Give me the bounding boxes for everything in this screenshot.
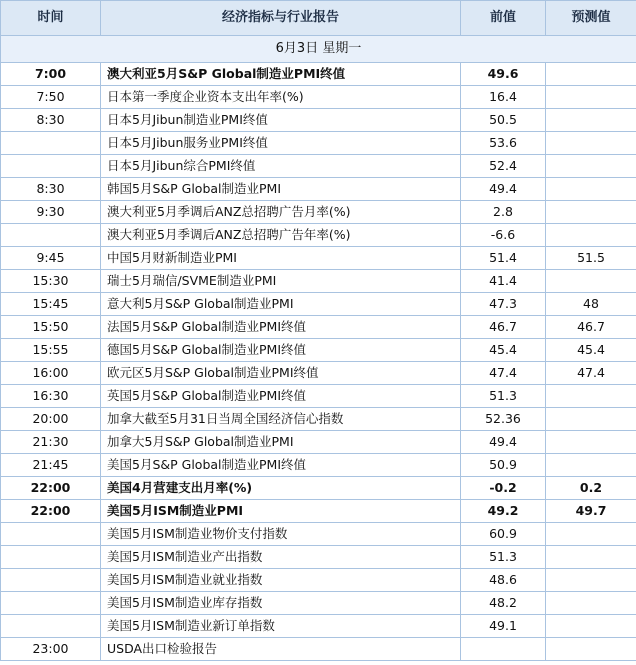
row-previous: 53.6: [461, 132, 546, 155]
table-row: [1, 270, 636, 293]
row-previous: 2.8: [461, 201, 546, 224]
row-forecast: [546, 454, 636, 477]
row-previous: 45.4: [461, 339, 546, 362]
table-row: [1, 408, 636, 431]
row-time: 9:30: [1, 201, 101, 224]
row-time: 16:00: [1, 362, 101, 385]
row-forecast: [546, 523, 636, 546]
row-time: [1, 569, 101, 592]
table-row: [1, 546, 636, 569]
row-forecast: [546, 592, 636, 615]
date-row: [1, 36, 636, 63]
table-row: [1, 385, 636, 408]
row-time: [1, 224, 101, 247]
row-previous: 46.7: [461, 316, 546, 339]
row-previous: 49.1: [461, 615, 546, 638]
row-forecast: 45.4: [546, 339, 636, 362]
row-time: [1, 615, 101, 638]
row-forecast: 48: [546, 293, 636, 316]
row-forecast: 51.5: [546, 247, 636, 270]
row-event: 韩国5月S&P Global制造业PMI: [101, 178, 461, 201]
row-event: 意大利5月S&P Global制造业PMI: [101, 293, 461, 316]
header-forecast: 预测值: [546, 1, 636, 36]
row-event: 美国5月ISM制造业物价支付指数: [101, 523, 461, 546]
row-previous: 16.4: [461, 86, 546, 109]
row-time: 22:00: [1, 500, 101, 523]
row-time: 8:30: [1, 178, 101, 201]
row-previous: 48.6: [461, 569, 546, 592]
table-row: [1, 109, 636, 132]
row-forecast: [546, 109, 636, 132]
row-event: 欧元区5月S&P Global制造业PMI终值: [101, 362, 461, 385]
row-previous: 51.3: [461, 385, 546, 408]
row-forecast: [546, 224, 636, 247]
row-forecast: [546, 408, 636, 431]
row-event: 美国5月ISM制造业PMI: [101, 500, 461, 523]
row-event: 中国5月财新制造业PMI: [101, 247, 461, 270]
row-time: 23:00: [1, 638, 101, 661]
row-previous: 48.2: [461, 592, 546, 615]
row-time: [1, 592, 101, 615]
row-previous: 51.4: [461, 247, 546, 270]
header-time: 时间: [1, 1, 101, 36]
row-forecast: 46.7: [546, 316, 636, 339]
table-row: [1, 63, 636, 86]
row-time: [1, 523, 101, 546]
row-forecast: [546, 569, 636, 592]
table-row: [1, 454, 636, 477]
table-row: [1, 477, 636, 500]
row-event: 日本5月Jibun服务业PMI终值: [101, 132, 461, 155]
row-event: 美国4月营建支出月率(%): [101, 477, 461, 500]
row-forecast: 49.7: [546, 500, 636, 523]
table-row: [1, 638, 636, 661]
row-event: 德国5月S&P Global制造业PMI终值: [101, 339, 461, 362]
row-previous: 51.3: [461, 546, 546, 569]
table-row: [1, 569, 636, 592]
table-row: [1, 178, 636, 201]
row-previous: 49.2: [461, 500, 546, 523]
row-time: 15:50: [1, 316, 101, 339]
row-previous: 47.3: [461, 293, 546, 316]
row-event: 澳大利亚5月季调后ANZ总招聘广告月率(%): [101, 201, 461, 224]
row-time: [1, 155, 101, 178]
row-time: 15:30: [1, 270, 101, 293]
row-event: 美国5月ISM制造业库存指数: [101, 592, 461, 615]
row-previous: 60.9: [461, 523, 546, 546]
row-event: 加拿大5月S&P Global制造业PMI: [101, 431, 461, 454]
date-label: 6月3日 星期一: [1, 36, 636, 63]
table-row: [1, 316, 636, 339]
row-forecast: [546, 638, 636, 661]
row-previous: -6.6: [461, 224, 546, 247]
row-forecast: [546, 270, 636, 293]
row-event: 美国5月ISM制造业产出指数: [101, 546, 461, 569]
row-event: 日本5月Jibun综合PMI终值: [101, 155, 461, 178]
table-header-row: [1, 1, 636, 36]
row-previous: 49.4: [461, 178, 546, 201]
row-previous: 49.6: [461, 63, 546, 86]
row-event: 瑞士5月瑞信/SVME制造业PMI: [101, 270, 461, 293]
row-time: 22:00: [1, 477, 101, 500]
table-row: [1, 592, 636, 615]
row-time: 20:00: [1, 408, 101, 431]
row-forecast: 0.2: [546, 477, 636, 500]
row-time: 16:30: [1, 385, 101, 408]
row-previous: 52.36: [461, 408, 546, 431]
row-forecast: [546, 431, 636, 454]
table-row: [1, 86, 636, 109]
row-previous: -0.2: [461, 477, 546, 500]
table-row: [1, 201, 636, 224]
table-row: [1, 224, 636, 247]
row-time: 9:45: [1, 247, 101, 270]
row-event: 日本5月Jibun制造业PMI终值: [101, 109, 461, 132]
row-forecast: [546, 86, 636, 109]
table-row: [1, 155, 636, 178]
row-previous: 49.4: [461, 431, 546, 454]
table-row: [1, 500, 636, 523]
row-forecast: [546, 178, 636, 201]
row-previous: 41.4: [461, 270, 546, 293]
table-row: [1, 339, 636, 362]
row-previous: 47.4: [461, 362, 546, 385]
header-previous: 前值: [461, 1, 546, 36]
table-row: [1, 132, 636, 155]
table-row: [1, 362, 636, 385]
row-event: 美国5月ISM制造业新订单指数: [101, 615, 461, 638]
row-previous: [461, 638, 546, 661]
row-event: 美国5月ISM制造业就业指数: [101, 569, 461, 592]
row-time: [1, 546, 101, 569]
row-forecast: [546, 201, 636, 224]
table-row: [1, 293, 636, 316]
table-row: [1, 615, 636, 638]
row-time: 7:50: [1, 86, 101, 109]
row-forecast: [546, 615, 636, 638]
row-time: 8:30: [1, 109, 101, 132]
row-event: 英国5月S&P Global制造业PMI终值: [101, 385, 461, 408]
row-event: 美国5月S&P Global制造业PMI终值: [101, 454, 461, 477]
row-forecast: [546, 385, 636, 408]
table-row: [1, 523, 636, 546]
row-time: 7:00: [1, 63, 101, 86]
row-forecast: 47.4: [546, 362, 636, 385]
row-time: 21:45: [1, 454, 101, 477]
row-time: [1, 132, 101, 155]
row-event: USDA出口检验报告: [101, 638, 461, 661]
row-previous: 52.4: [461, 155, 546, 178]
header-event: 经济指标与行业报告: [101, 1, 461, 36]
row-event: 法国5月S&P Global制造业PMI终值: [101, 316, 461, 339]
row-previous: 50.5: [461, 109, 546, 132]
row-previous: 50.9: [461, 454, 546, 477]
row-event: 澳大利亚5月季调后ANZ总招聘广告年率(%): [101, 224, 461, 247]
row-time: 21:30: [1, 431, 101, 454]
row-time: 15:45: [1, 293, 101, 316]
row-event: 加拿大截至5月31日当周全国经济信心指数: [101, 408, 461, 431]
row-event: 日本第一季度企业资本支出年率(%): [101, 86, 461, 109]
row-event: 澳大利亚5月S&P Global制造业PMI终值: [101, 63, 461, 86]
row-forecast: [546, 155, 636, 178]
table-row: [1, 431, 636, 454]
row-time: 15:55: [1, 339, 101, 362]
row-forecast: [546, 132, 636, 155]
table-row: [1, 247, 636, 270]
row-forecast: [546, 63, 636, 86]
row-forecast: [546, 546, 636, 569]
